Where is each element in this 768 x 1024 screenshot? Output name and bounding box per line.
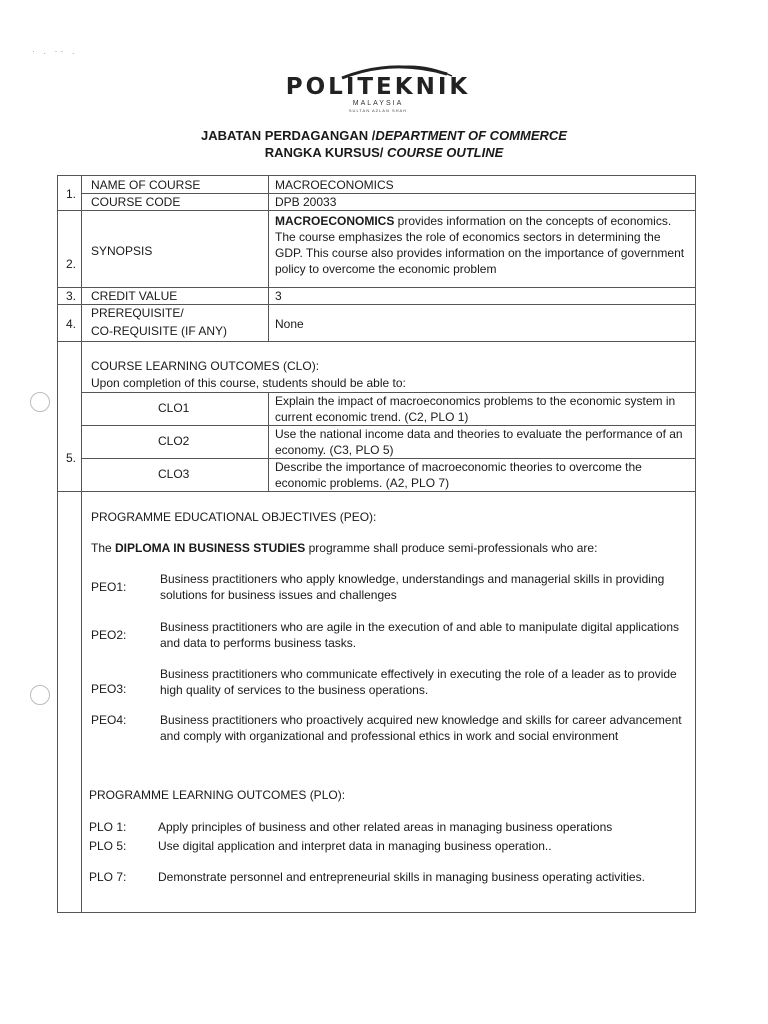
peo-heading: PROGRAMME EDUCATIONAL OBJECTIVES (PEO): [91, 510, 377, 524]
logo-sub: MALAYSIA [352, 100, 404, 107]
prerequisite-value: None [275, 317, 304, 331]
course-name-value: MACROECONOMICS [275, 178, 394, 192]
logo-word: POLITEKNIK [285, 74, 471, 100]
peo-code: PEO3: [91, 682, 127, 696]
prerequisite-label: PREREQUISITE/ [91, 306, 184, 320]
row-number: 4. [66, 317, 77, 331]
peo-description: Business practitioners who proactively acquired new knowledge and skills for career advancement and comply with organizational and professional ethics in work and social environment [160, 713, 682, 743]
course-name-label: NAME OF COURSE [91, 178, 201, 192]
plo-code: PLO 1: [89, 820, 127, 834]
label-column-divider [268, 176, 269, 341]
corequisite-label: CO-REQUISITE (IF ANY) [91, 324, 228, 338]
peo-code: PEO4: [91, 713, 127, 727]
row-number: 1. [66, 187, 77, 201]
peo-description: Business practitioners who communicate effectively in executing the role of a leader as to provide high quality of services to the business operations. [160, 667, 677, 697]
course-code-value: DPB 20033 [275, 195, 337, 209]
peo-code: PEO2: [91, 628, 127, 642]
department-heading: JABATAN PERDAGANGAN /DEPARTMENT OF COMMERCE [201, 128, 567, 143]
clo-code: CLO2 [158, 434, 190, 448]
credit-value: 3 [275, 289, 282, 303]
plo-heading: PROGRAMME LEARNING OUTCOMES (PLO): [89, 788, 346, 802]
logo-sub2: SULTAN AZLAN SHAH [348, 108, 408, 113]
course-code-label: COURSE CODE [91, 195, 181, 209]
plo-code: PLO 7: [89, 870, 127, 884]
clo-code: CLO1 [158, 401, 190, 415]
row-number: 2. [66, 257, 77, 271]
clo-column-divider [268, 392, 269, 491]
row-divider [58, 210, 695, 211]
plo-code: PLO 5: [89, 839, 127, 853]
row-number: 3. [66, 289, 77, 303]
plo-description: Demonstrate personnel and entrepreneurial skills in managing business operating activities. [158, 870, 645, 884]
peo-description: Business practitioners who are agile in the execution of and able to manipulate digital applications and data to performs business tasks. [160, 620, 679, 650]
credit-label: CREDIT VALUE [91, 289, 178, 303]
row-number: 5. [66, 451, 77, 465]
plo-description: Apply principles of business and other related areas in managing business operations [158, 820, 613, 834]
punch-hole [30, 685, 50, 705]
clo-heading: COURSE LEARNING OUTCOMES (CLO): [91, 359, 320, 373]
peo-intro: The DIPLOMA IN BUSINESS STUDIES programme shall produce semi-professionals who are: [91, 541, 598, 555]
clo-code: CLO3 [158, 467, 190, 481]
politeknik-logo [272, 62, 484, 114]
punch-hole [30, 392, 50, 412]
peo-description: Business practitioners who apply knowledge, understandings and managerial skills in providing solutions for business issues and challenges [160, 572, 665, 602]
synopsis-label: SYNOPSIS [91, 244, 153, 258]
scan-specks: · . ·· . [32, 46, 78, 56]
plo-description: Use digital application and interpret data in managing business operation.. [158, 839, 552, 853]
row-divider [58, 341, 695, 342]
clo-description: Describe the importance of macroeconomic theories to overcome the economic problems. (A2, PLO 7) [275, 460, 642, 490]
clo-description: Use the national income data and theories to evaluate the performance of an economy. (C3, PLO 5) [275, 427, 683, 457]
course-outline-table [57, 175, 696, 913]
peo-code: PEO1: [91, 580, 127, 594]
clo-intro: Upon completion of this course, students should be able to: [91, 376, 406, 390]
row-divider [58, 491, 695, 492]
clo-description: Explain the impact of macroeconomics problems to the economic system in current economic trend. (C2, PLO 1) [275, 394, 676, 424]
synopsis-text: MACROECONOMICS provides information on the concepts of economics. The course emphasizes the role of economics sectors in determining the GDP. This course also provides information on the importance of government policy to overcome the economic problem [275, 214, 685, 276]
course-outline-heading: RANGKA KURSUS/ COURSE OUTLINE [264, 145, 504, 160]
